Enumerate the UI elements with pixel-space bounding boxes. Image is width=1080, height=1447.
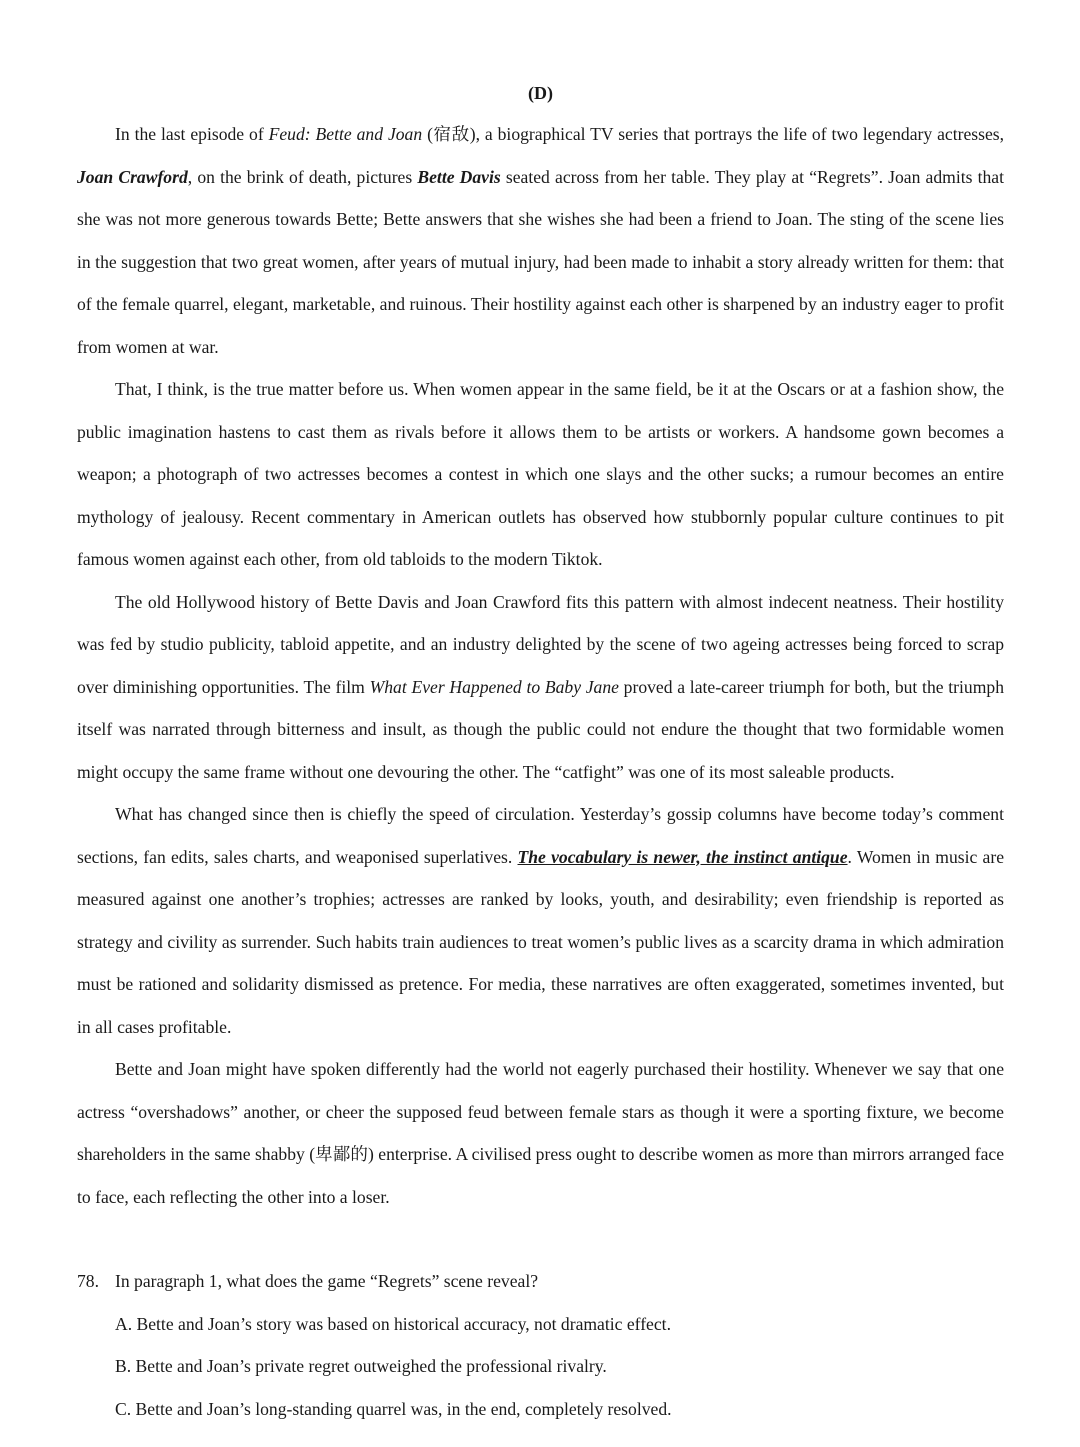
show-title-italic: Feud: Bette and Joan (268, 124, 423, 144)
text-segment: The old Hollywood history of Bette Davis and Joan Crawford fits this pattern with almost indecent neatness. Their hostility was fed by studio publicity, tabloid appetite, and an industry delighted by the scene of two ageing actresses being forced to scrap over diminishing opportunities. The film (77, 591, 1004, 697)
text-segment: proved a late-career triumph for both, but the triumph itself was narrated through bitterness and insult, as though the public could not endure the thought that two formidable women might occupy the same frame without one devouring the other. The “catfight” was one of its most saleable products. (77, 676, 1004, 782)
text-segment: In the last episode of (115, 124, 269, 144)
underlined-key-sentence: The vocabulary is newer, the instinct antique (517, 846, 848, 867)
name-joan-crawford: Joan Crawford (77, 166, 188, 187)
paragraph-4 (77, 793, 1004, 1048)
question-text: In paragraph 1, what does the game “Regrets” scene reveal? (115, 1271, 539, 1291)
reading-passage (77, 113, 1004, 1218)
paragraph-2 (77, 368, 1004, 581)
question-78 (77, 1260, 1004, 1430)
option-a: A. Bette and Joan’s story was based on historical accuracy, not dramatic effect. (115, 1313, 671, 1334)
text-segment: . Women in music are measured against one another’s trophies; actresses are ranked by looks, youth, and desirability; even friendship is reported as strategy and civility as surrender. Such habits train audiences to treat women’s public lives as a scarcity drama in which admiration must be rationed and solidarity dismissed as pretence. For media, these narratives are often exaggerated, sometimes invented, but in all cases profitable. (77, 846, 1005, 1037)
film-title-italic: What Ever Happened to Baby Jane (369, 676, 619, 697)
text-segment: , on the brink of death, pictures (187, 166, 418, 187)
text-segment: seated across from her table. They play at “Regrets”. Joan admits that she was not more generous towards Bette; Bette answers that she wishes she had been a friend to Joan. The sting of the scene lies in the suggestion that two great women, after years of mutual injury, had been made to inhabit a story already written for them: that of the female quarrel, elegant, marketable, and ruinous. Their hostility against each other is sharpened by an industry eager to profit from women at war. (77, 166, 1004, 357)
question-stem (77, 1260, 1004, 1303)
text-segment: That, I think, is the true matter before us. When women appear in the same field, be it at the Oscars or at a fashion show, the public imagination hastens to cast them as rivals before it allows them to be artists or workers. A handsome gown becomes a weapon; a photograph of two actresses becomes a contest in which one slays and the other sucks; a rumour becomes an entire mythology of jealousy. Recent commentary in American outlets has observed how stubbornly popular culture continues to pit famous women against each other, from old tabloids to the modern Tiktok. (77, 379, 1004, 569)
text-segment: What has changed since then is chiefly the speed of circulation. Yesterday’s gossip columns have become today’s comment sections, fan edits, sales charts, and weaponised superlatives. (77, 804, 1004, 867)
text-segment: (宿敌), a biographical TV series that portrays the life of two legendary actresses, (422, 124, 1005, 144)
option-b: B. Bette and Joan’s private regret outweighed the professional rivalry. (115, 1356, 607, 1376)
name-bette-davis: Bette Davis (417, 166, 501, 187)
paragraph-3 (77, 581, 1004, 794)
section-title: (D) (528, 83, 553, 103)
option-c: C. Bette and Joan’s long-standing quarrel was, in the end, completely resolved. (115, 1398, 672, 1419)
text-segment: Bette and Joan might have spoken differently had the world not eagerly purchased their hostility. Whenever we say that one actress “overshadows” another, or cheer the supposed feud between female stars as though it were a sporting fixture, we become shareholders in the same shabby (卑鄙的) enterprise. A civilised press ought to describe women as more than mirrors arranged face to face, each reflecting the other into a loser. (77, 1059, 1004, 1207)
paragraph-1 (77, 113, 1004, 368)
paragraph-5 (77, 1048, 1004, 1218)
question-number: 78. (77, 1271, 99, 1291)
